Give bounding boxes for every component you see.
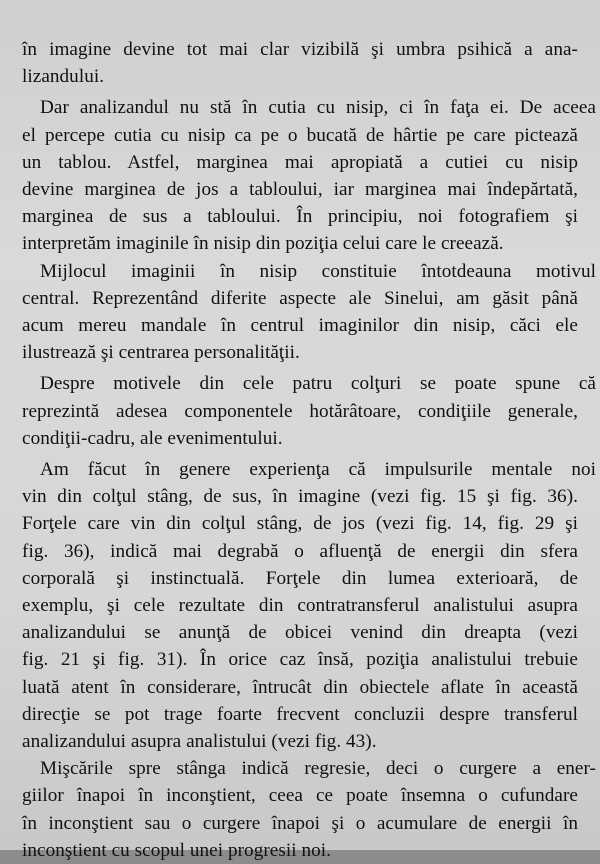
text-line: lizandului. xyxy=(22,66,105,88)
text-line: reprezintă adesea componentele hotărâtoare, condiţiile generale, xyxy=(22,400,578,422)
text-line: marginea de sus a tabloului. În principiu, noi fotografiem şi xyxy=(22,206,578,228)
text-line: în inconştient sau o curgere înapoi şi o acumulare de energii în xyxy=(22,812,578,834)
text-line: Mijlocul imaginii în nisip constituie întotdeauna motivul xyxy=(40,260,596,282)
text-line: Despre motivele din cele patru colţuri se poate spune că xyxy=(40,373,596,395)
paragraph xyxy=(22,456,596,755)
text-line: giilor înapoi în inconştient, ceea ce poate însemna o cufundare xyxy=(22,785,578,807)
text-line: vin din colţul stâng, de sus, în imagine (vezi fig. 15 şi fig. 36). xyxy=(22,486,578,508)
paragraph xyxy=(22,94,596,257)
text-line: exemplu, şi cele rezultate din contratransferul analistului asupra xyxy=(22,595,578,617)
body-text xyxy=(22,36,596,864)
text-line: el percepe cutia cu nisip ca pe o bucată de hârtie pe care pictează xyxy=(22,124,578,146)
paragraph xyxy=(22,258,596,367)
text-line: luată atent în considerare, întrucât din obiectele aflate în această xyxy=(22,676,578,698)
text-line: direcţie se pot trage foarte frecvent concluzii despre transferul xyxy=(22,703,578,725)
text-line: corporală şi instinctuală. Forţele din lumea exterioară, de xyxy=(22,567,578,589)
text-line: devine marginea de jos a tabloului, iar marginea mai îndepărtată, xyxy=(22,179,578,201)
text-line: fig. 21 şi fig. 31). În orice caz însă, poziţia analistului trebuie xyxy=(22,649,578,671)
paragraph xyxy=(22,755,596,864)
text-line: condiţii-cadru, ale evenimentului. xyxy=(22,427,283,449)
text-line: fig. 36), indică mai degrabă o afluenţă de energii din sfera xyxy=(22,540,578,562)
text-line: în imagine devine tot mai clar vizibilă şi umbra psihică a ana- xyxy=(22,39,578,60)
text-line: analizandului asupra analistului (vezi fig. 43). xyxy=(22,731,377,753)
text-line: Am făcut în genere experienţa că impulsurile mentale noi xyxy=(40,459,596,481)
text-line: un tablou. Astfel, marginea mai apropiată a cutiei cu nisip xyxy=(22,151,578,173)
text-line: interpretăm imaginile în nisip din poziţia celui care le creează. xyxy=(22,233,504,255)
text-line: ilustrează şi centrarea personalităţii. xyxy=(22,342,300,364)
paragraph xyxy=(22,36,578,90)
paragraph xyxy=(22,370,596,452)
text-line: acum mereu mandale în centrul imaginilor din nisip, căci ele xyxy=(22,315,578,337)
text-line: central. Reprezentând diferite aspecte ale Sinelui, am găsit până xyxy=(22,287,578,309)
text-line: Dar analizandul nu stă în cutia cu nisip, ci în faţa ei. De aceea xyxy=(40,97,596,119)
text-line: inconştient cu scopul unei progresii noi. xyxy=(22,839,331,861)
text-line: analizandului se anunţă de obicei venind din dreapta (vezi xyxy=(22,622,578,644)
text-line: Mişcările spre stânga indică regresie, deci o curgere a ener- xyxy=(40,758,596,780)
text-line: Forţele care vin din colţul stâng, de jos (vezi fig. 14, fig. 29 şi xyxy=(22,513,578,535)
